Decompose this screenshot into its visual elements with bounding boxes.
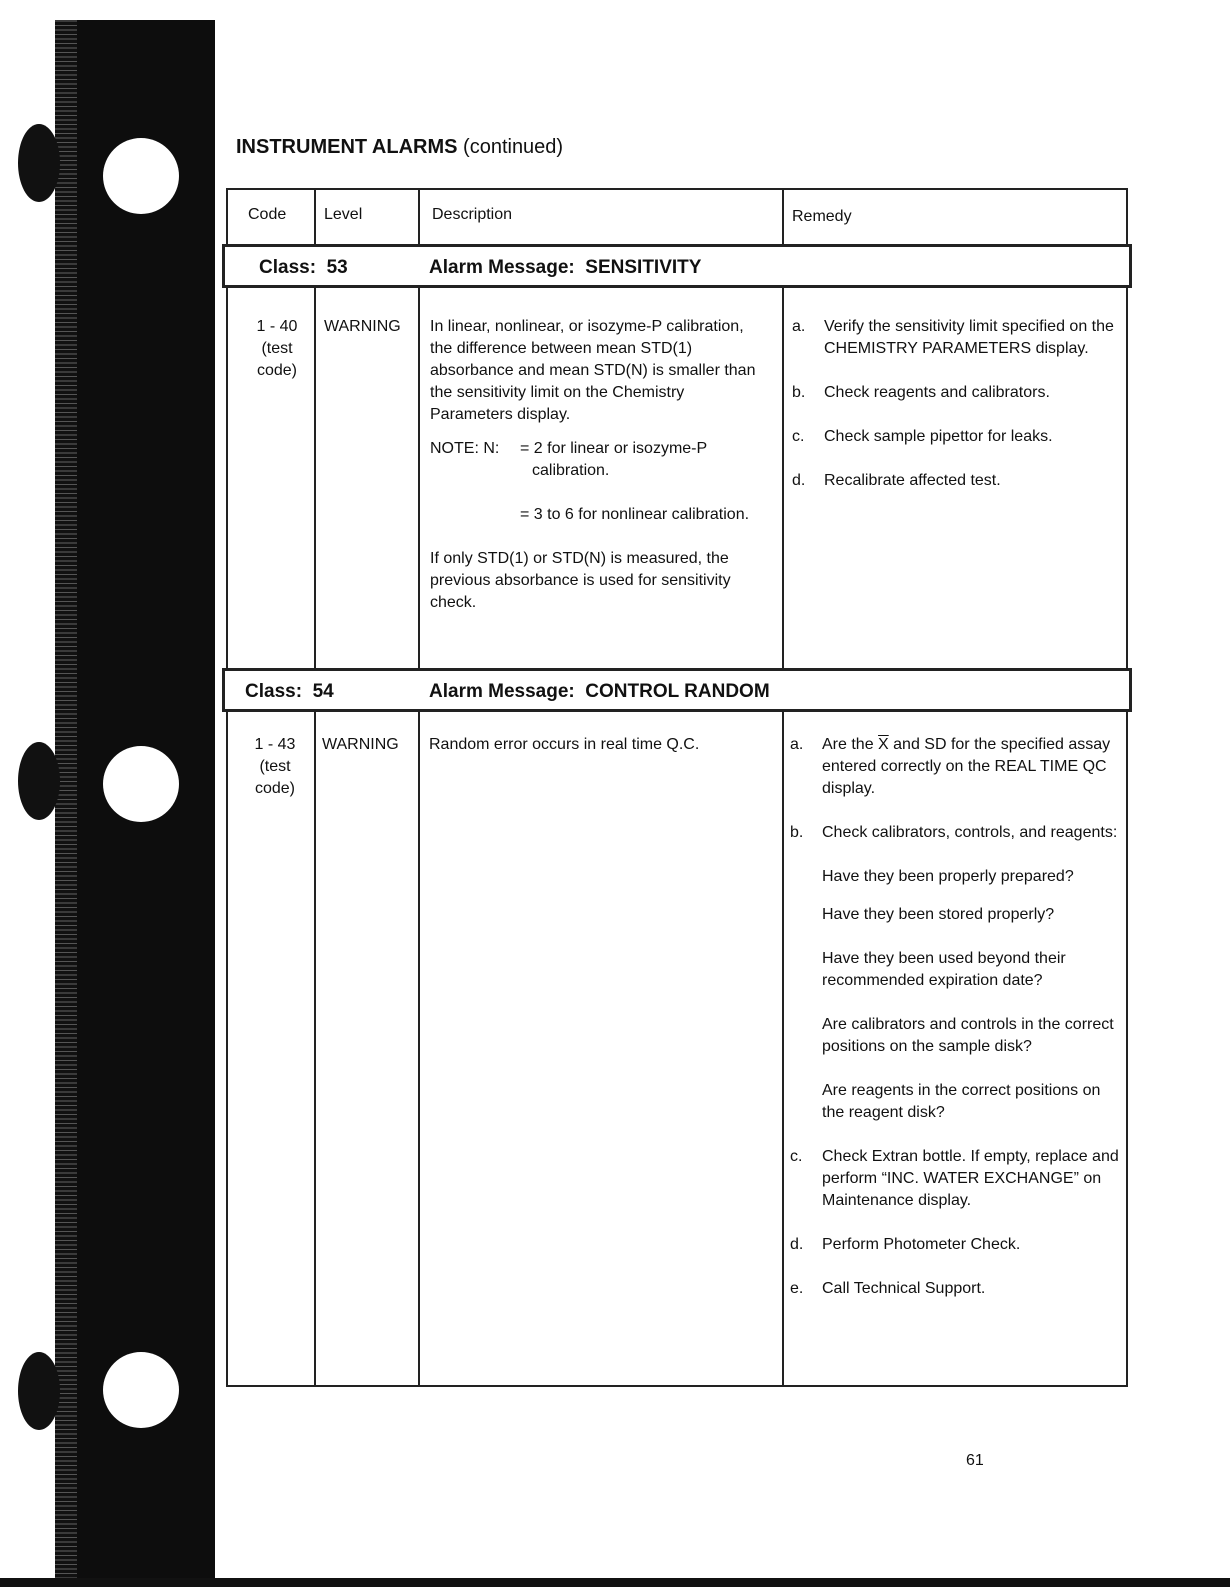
class-label: Class: 53 <box>259 257 348 278</box>
punch-hole-shadow <box>18 742 60 820</box>
note-block: NOTE: N: = 2 for linear or isozyme-P calibration. = 3 to 6 for nonlinear calibration. <box>430 440 750 523</box>
remedy-item: c. Check Extran bottle. If empty, replace and perform “INC. WATER EXCHANGE” on Maintenance display. <box>790 1148 1119 1209</box>
punch-hole <box>103 746 179 822</box>
punch-hole <box>103 1352 179 1428</box>
page-title-bold: INSTRUMENT ALARMS <box>236 136 458 158</box>
remedy-item: c. Check sample pipettor for leaks. <box>792 428 1053 445</box>
class-band-54 <box>222 668 1132 712</box>
remedy-subquestion: Have they been properly prepared? <box>822 868 1074 885</box>
alarms-table <box>226 188 1128 1387</box>
column-divider <box>418 188 420 1387</box>
remedy-subquestion: Are reagents in the correct positions on the reagent disk? <box>822 1082 1101 1121</box>
description-cell: In linear, nonlinear, or isozyme-P calibration, the difference between mean STD(1) absorbance and mean STD(N) is smaller than the sensitivity limit on the Chemistry Parameters display. NOTE: N: = 2 for linear or isozyme-P calibration. = 3 to 6 for nonlinear calibration. If only STD(1) or STD(N) is measured, the previous absorbance is used for sensitivity check. <box>430 316 770 614</box>
remedy-subquestion: Have they been stored properly? <box>822 906 1055 923</box>
punch-hole <box>103 138 179 214</box>
punch-hole-shadow <box>18 124 60 202</box>
header-remedy: Remedy <box>792 208 852 225</box>
remedy-item: b. Check calibrators, controls, and reagents: <box>790 824 1118 841</box>
remedy-item: a. Verify the sensitivity limit specified on the CHEMISTRY PARAMETERS display. <box>792 318 1114 357</box>
remedy-item: b. Check reagents and calibrators. <box>792 384 1050 401</box>
column-divider <box>314 188 316 1387</box>
level-cell: WARNING <box>324 318 401 335</box>
column-divider <box>782 188 784 1387</box>
alarm-message: Alarm Message: CONTROL RANDOM <box>429 681 770 702</box>
page-number: 61 <box>966 1452 984 1469</box>
class-label: Class: 54 <box>245 681 334 702</box>
remedy-item: a. Are the $\overline{X}$ and SD for the specified assay entered correctly on the REAL TIME QC display. <box>790 736 1111 797</box>
code-cell: 1 - 43 (test code) <box>254 736 296 797</box>
level-cell: WARNING <box>322 736 399 753</box>
code-cell: 1 - 40 (test code) <box>256 318 298 379</box>
class-band-53 <box>222 244 1132 288</box>
remedy-subquestion: Have they been used beyond their recommended expiration date? <box>822 950 1066 989</box>
remedy-item: e. Call Technical Support. <box>790 1280 986 1297</box>
description-cell: Random error occurs in real time Q.C. <box>429 736 700 753</box>
remedy-item: d. Recalibrate affected test. <box>792 472 1001 489</box>
remedy-subquestion: Are calibrators and controls in the correct positions on the sample disk? <box>822 1016 1114 1055</box>
x-bar-symbol: $\overline{X}$ <box>878 736 889 753</box>
remedy-cell <box>790 734 1120 1300</box>
header-level: Level <box>324 206 363 223</box>
table-header-row <box>226 188 1128 240</box>
page-bottom-edge <box>0 1578 1230 1587</box>
header-description: Description <box>432 206 513 223</box>
alarm-message: Alarm Message: SENSITIVITY <box>429 257 702 278</box>
binder-texture <box>55 20 77 1587</box>
page-title-suffix: (continued) <box>463 136 564 158</box>
punch-hole-shadow <box>18 1352 60 1430</box>
remedy-cell <box>792 316 1122 492</box>
page-title <box>236 136 563 159</box>
remedy-item: d. Perform Photometer Check. <box>790 1236 1021 1253</box>
header-code: Code <box>248 206 287 223</box>
